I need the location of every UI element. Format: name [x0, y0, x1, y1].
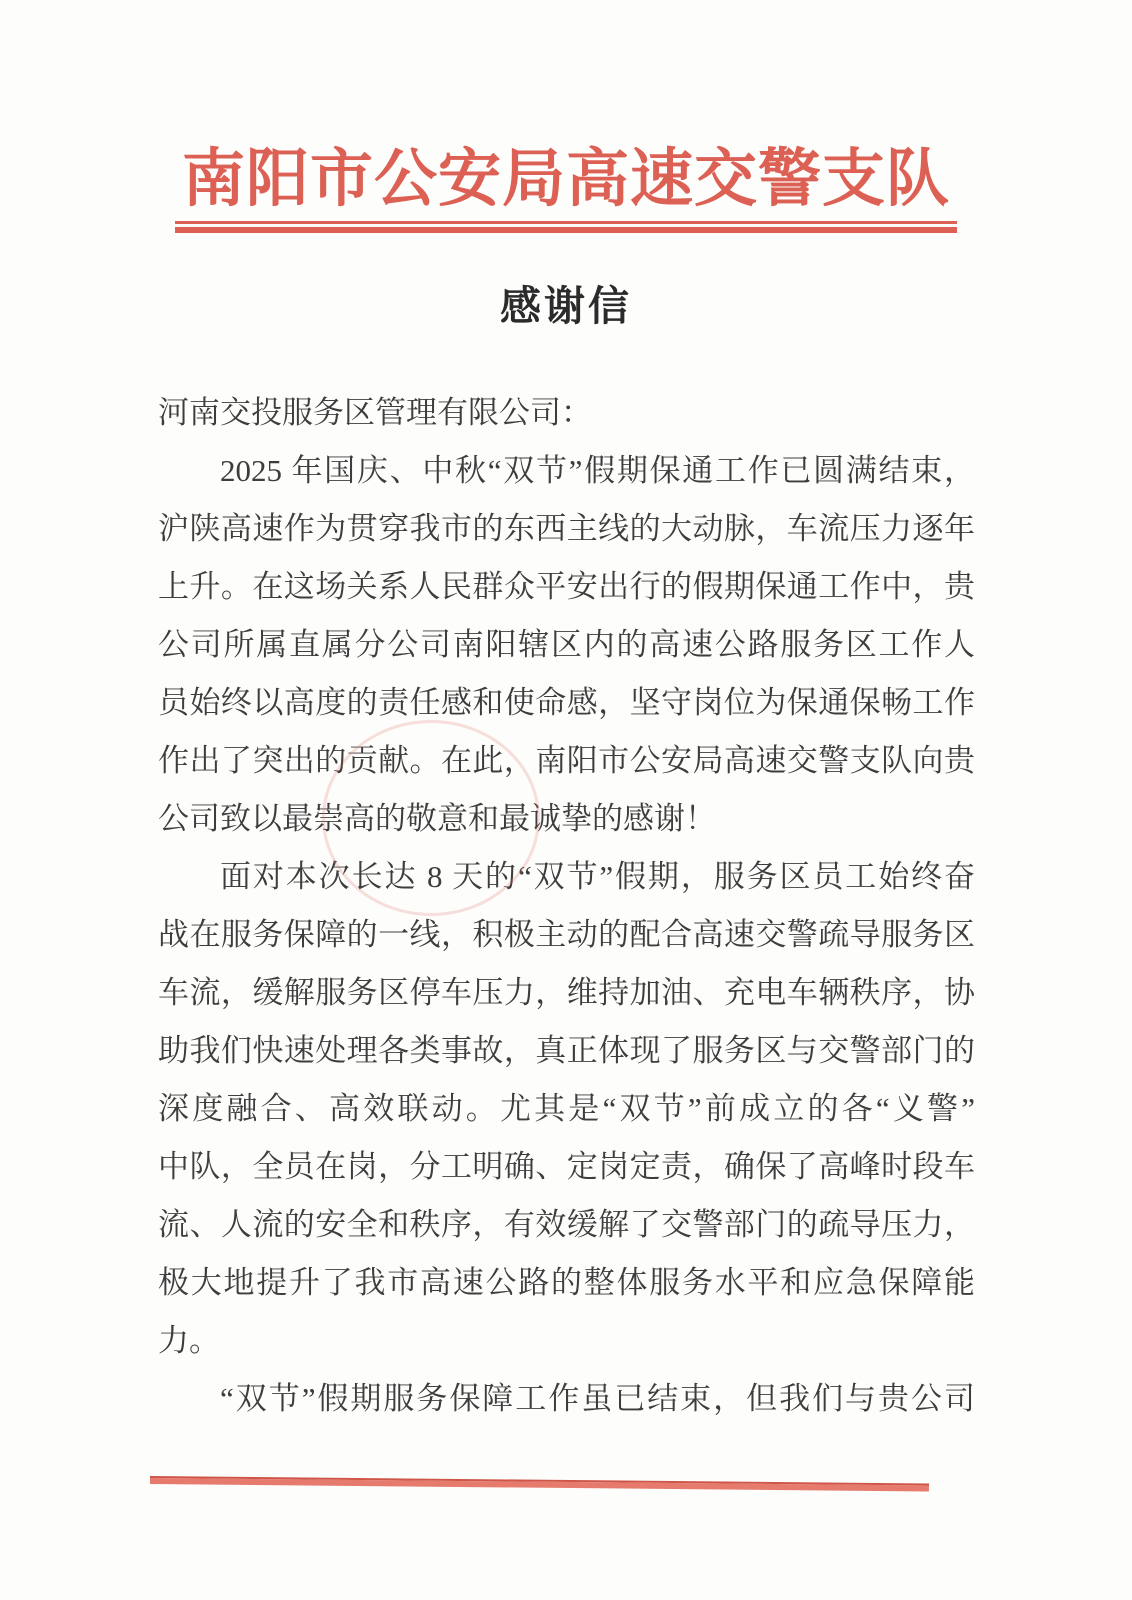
footer-rule: [150, 1476, 929, 1491]
letter-body: [158, 384, 975, 1428]
body-line: 公司致以最崇高的敬意和最诚挚的感谢！: [158, 801, 716, 837]
body-line: 作出了突出的贡献。在此，南阳市公安局高速交警支队向贵: [158, 743, 975, 779]
body-line: 力。: [158, 1323, 220, 1359]
letterhead: [0, 0, 1132, 233]
body-line: 2025 年国庆、中秋“双节”假期保通工作已圆满结束，: [220, 453, 975, 489]
letter-title: 感谢信: [500, 283, 632, 330]
body-line: 中队，全员在岗，分工明确、定岗定责，确保了高峰时段车: [158, 1149, 975, 1185]
body-line: 极大地提升了我市高速公路的整体服务水平和应急保障能: [158, 1265, 975, 1301]
letterhead-org-name: 南阳市公安局高速交警支队: [182, 144, 950, 214]
body-line: 面对本次长达 8 天的“双节”假期，服务区员工始终奋: [220, 859, 975, 895]
body-line: 员始终以高度的责任感和使命感，坚守岗位为保通保畅工作: [158, 685, 975, 721]
body-line: “双节”假期服务保障工作虽已结束，但我们与贵公司: [220, 1381, 975, 1417]
body-line: 车流，缓解服务区停车压力，维持加油、充电车辆秩序，协: [158, 975, 975, 1011]
body-line: 流、人流的安全和秩序，有效缓解了交警部门的疏导压力，: [158, 1207, 975, 1243]
body-line: 战在服务保障的一线，积极主动的配合高速交警疏导服务区: [158, 917, 975, 953]
letterhead-rule: [175, 221, 957, 233]
body-line: 助我们快速处理各类事故，真正体现了服务区与交警部门的: [158, 1033, 975, 1069]
body-line: 沪陕高速作为贯穿我市的东西主线的大动脉，车流压力逐年: [158, 511, 975, 547]
body-line: 深度融合、高效联动。尤其是“双节”前成立的各“义警”: [158, 1091, 975, 1127]
letterhead-rule-thick: [175, 227, 957, 233]
body-line: 上升。在这场关系人民群众平安出行的假期保通工作中，贵: [158, 569, 975, 605]
body-line: 公司所属直属分公司南阳辖区内的高速公路服务区工作人: [158, 627, 975, 663]
body-line: 河南交投服务区管理有限公司：: [158, 395, 592, 431]
